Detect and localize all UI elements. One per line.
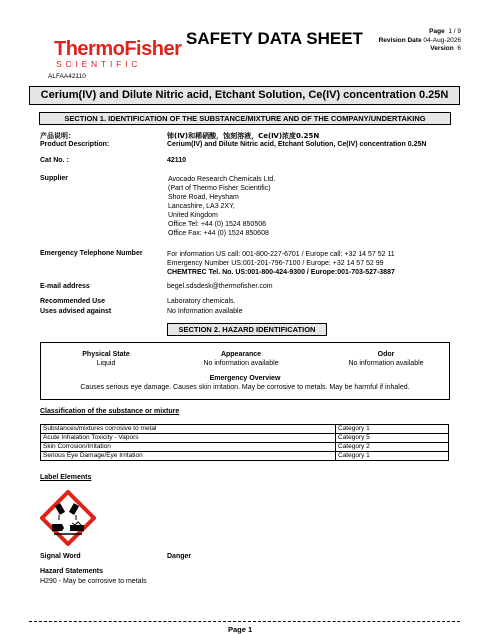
footer-page-number: Page 1	[228, 625, 253, 634]
product-title: Cerium(IV) and Dilute Nitric acid, Etchant Solution, Ce(IV) concentration 0.25N	[29, 86, 460, 105]
physical-state-value: Liquid	[96, 360, 116, 367]
signal-word-label: Signal Word	[40, 553, 81, 560]
appearance-value: No information available	[203, 360, 279, 367]
supplier-line: (Part of Thermo Fisher Scientific)	[168, 185, 271, 192]
uses-advised-against-value: No Information available	[167, 308, 243, 315]
physical-state-label: Physical State	[82, 351, 130, 358]
supplier-line: Avocado Research Chemicals Ltd.	[168, 176, 276, 183]
table-row	[41, 452, 449, 461]
odor-value: No information available	[348, 360, 424, 367]
uses-advised-against-label: Uses advised against	[40, 308, 112, 315]
emergency-overview-label: Emergency Overview	[209, 375, 281, 382]
hazard-category-cell: Category 2	[336, 443, 449, 452]
product-description-label: Product Description:	[40, 141, 110, 148]
revision-value: 04-Aug-2026	[423, 36, 461, 44]
emergency-overview-text: Causes serious eye damage. Causes skin irritation. May be corrosive to metals. May be harmful if inhaled.	[80, 384, 410, 391]
hazard-class-cell: Substances/mixtures corrosive to metal	[41, 425, 336, 434]
table-row	[41, 425, 449, 434]
odor-label: Odor	[377, 351, 395, 358]
section2-heading: SECTION 2. HAZARD IDENTIFICATION	[167, 323, 327, 336]
product-description-label-cn: 产品说明：	[40, 132, 75, 140]
recommended-use-label: Recommended Use	[40, 298, 105, 305]
hazard-category-cell: Category 1	[336, 452, 449, 461]
hazard-statements-heading: Hazard Statements	[40, 568, 104, 575]
cat-no-value: 42110	[167, 157, 187, 164]
email-link[interactable]: begel.sdsdesk@thermofisher.com	[167, 283, 273, 290]
document-meta	[379, 28, 461, 54]
hazard-class-cell: Serious Eye Damage/Eye Irritation	[41, 452, 336, 461]
hazard-overview-box	[40, 342, 450, 400]
page-label: Page	[429, 28, 445, 35]
label-elements-heading: Label Elements	[40, 474, 92, 481]
cat-no-label: Cat No. :	[40, 157, 69, 164]
hazard-class-cell: Skin Corrosion/Irritation	[41, 443, 336, 452]
supplier-line: Office Tel: +44 (0) 1524 850506	[168, 221, 267, 228]
supplier-line: United Kingdom	[168, 212, 218, 219]
email-label: E-mail address	[40, 283, 90, 290]
hazard-statement: H290 - May be corrosive to metals	[40, 578, 147, 585]
recommended-use-value: Laboratory chemicals.	[167, 298, 236, 305]
document-title: SAFETY DATA SHEET	[186, 29, 363, 48]
table-row	[41, 443, 449, 452]
hazard-class-cell: Acute Inhalation Toxicity - Vapors	[41, 434, 336, 443]
classification-table	[40, 424, 449, 461]
emergency-phone-label: Emergency Telephone Number	[40, 250, 143, 257]
supplier-label: Supplier	[40, 175, 69, 182]
corrosion-pictogram-icon	[40, 490, 96, 546]
version-label: Version	[430, 45, 454, 52]
classification-heading: Classification of the substance or mixture	[40, 408, 180, 415]
page-value: 1 / 9	[448, 28, 461, 35]
section1-heading: SECTION 1. IDENTIFICATION OF THE SUBSTANCE/MIXTURE AND OF THE COMPANY/UNDERTAKING	[39, 112, 451, 125]
revision-label: Revision Date	[378, 36, 422, 44]
signal-word-value: Danger	[167, 553, 192, 560]
supplier-line: Lancashire, LA3 2XY,	[168, 203, 235, 210]
supplier-line: Shore Road, Heysham	[168, 194, 239, 201]
emergency-line: Emergency Number US:001-201-796-7100 / Europe: +32 14 57 52 99	[167, 260, 384, 267]
thermofisher-logo-subtitle: SCIENTIFIC	[56, 59, 142, 69]
hazard-category-cell: Category 5	[336, 434, 449, 443]
product-description-value: Cerium(IV) and Dilute Nitric acid, Etchant Solution, Ce(IV) concentration 0.25N	[167, 141, 427, 148]
product-description-value-cn: 铈(Ⅳ)和稀硝酸，蚀刻溶液，Ce(Ⅳ)浓度0.25N	[167, 132, 320, 140]
emergency-line: For information US call: 001-800-227-6701 / Europe call: +32 14 57 52 11	[167, 251, 395, 258]
supplier-address	[168, 175, 275, 238]
table-row	[41, 434, 449, 443]
supplier-line: Office Fax: +44 (0) 1524 850608	[168, 230, 269, 237]
footer-divider	[29, 621, 460, 622]
hazard-category-cell: Category 1	[336, 425, 449, 434]
emergency-phone-info	[167, 250, 395, 277]
product-code: ALFAA42110	[48, 73, 86, 80]
emergency-line: CHEMTREC Tel. No. US:001-800-424-9300 / Europe:001-703-527-3887	[167, 269, 395, 276]
version-value: 6	[457, 45, 461, 52]
appearance-label: Appearance	[220, 351, 262, 358]
thermofisher-logo: ThermoFisher	[54, 38, 182, 60]
